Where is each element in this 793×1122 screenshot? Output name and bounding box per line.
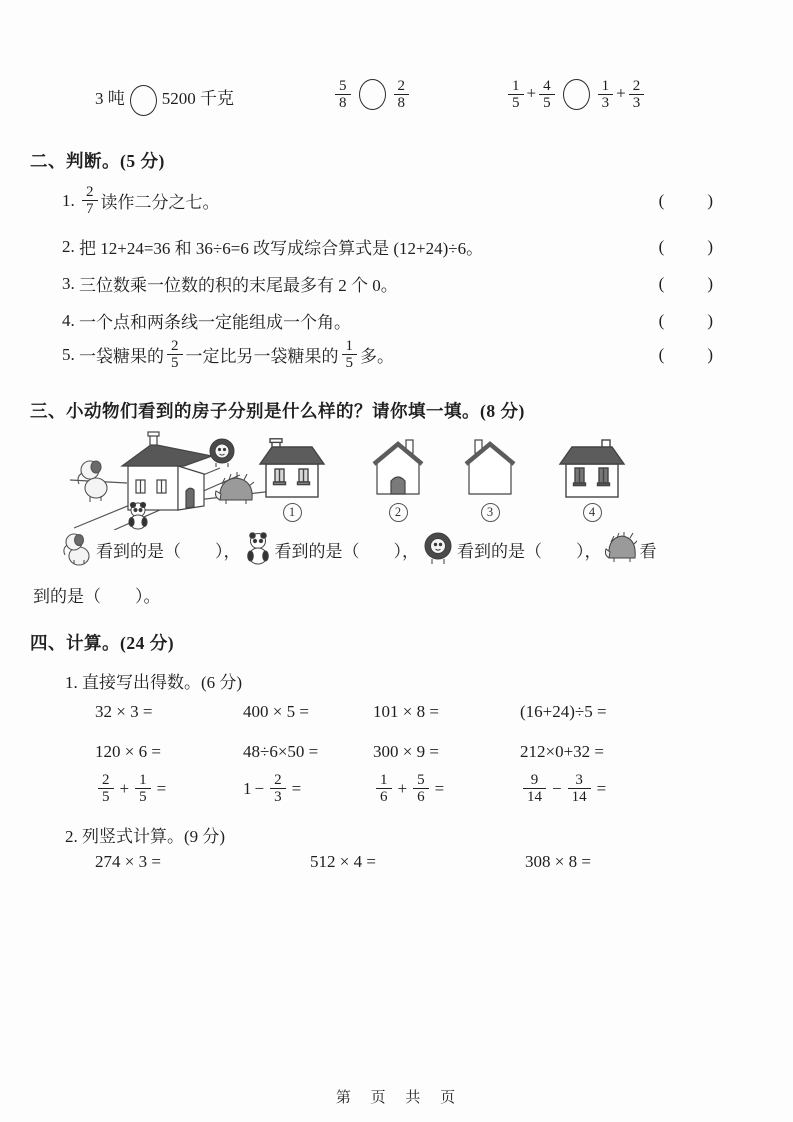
fraction <box>508 78 524 111</box>
scene-house <box>122 432 212 510</box>
fraction-denominator: 3 <box>598 94 614 111</box>
fraction-denominator: 3 <box>270 788 286 805</box>
hedgehog-icon <box>605 532 637 566</box>
fraction-denominator: 5 <box>342 354 358 371</box>
fraction-denominator: 6 <box>376 788 392 805</box>
fraction-denominator: 5 <box>508 94 524 111</box>
fraction-numerator: 2 <box>102 772 110 788</box>
equals-sign: = <box>434 778 445 798</box>
mass-right-value: 5200 千克 <box>161 89 234 108</box>
item-number: 1. <box>62 190 75 210</box>
section-2-heading: 二、判断。(5 分) <box>30 151 165 171</box>
fraction <box>598 78 614 111</box>
judgment-statement <box>62 271 398 296</box>
calc-expression <box>243 772 304 805</box>
fraction <box>413 772 429 805</box>
operator: + <box>119 778 130 798</box>
answer-blank: ( ) <box>658 310 714 330</box>
fill-text: 看到的是（ ）， <box>274 541 419 561</box>
fraction-denominator: 3 <box>629 94 645 111</box>
fraction-denominator: 14 <box>568 788 591 805</box>
calc-expression: 48÷6×50 = <box>243 742 319 761</box>
item-number: 5. <box>62 344 75 364</box>
calc-expression: 308 × 8 = <box>525 852 591 871</box>
operator: + <box>397 778 408 798</box>
equals-sign: = <box>291 778 302 798</box>
mass-left-value: 3 吨 <box>95 89 125 108</box>
statement-text: 一个点和两条线一定能组成一个角。 <box>79 313 351 332</box>
calc-row-2 <box>95 742 740 772</box>
statement-text: 把 12+24=36 和 36÷6=6 改写成综合算式是 (12+24)÷6。 <box>79 239 484 258</box>
fraction-numerator: 2 <box>274 772 282 788</box>
fraction <box>135 772 151 805</box>
comparison-circle <box>359 79 386 110</box>
house-option-2-image <box>368 438 428 500</box>
fraction-numerator: 9 <box>530 772 539 788</box>
judgment-statement <box>62 308 351 333</box>
plus-sign: + <box>616 83 626 103</box>
calc-expression <box>373 772 447 805</box>
fraction-denominator: 5 <box>167 354 183 371</box>
fraction <box>539 78 555 111</box>
judgment-item-4 <box>62 308 714 333</box>
statement-text: 多。 <box>360 347 394 367</box>
statement-text: 读作二分之七。 <box>100 193 220 213</box>
calc-row-4-vertical <box>95 852 740 882</box>
equals-sign: = <box>596 778 607 798</box>
fraction-denominator: 6 <box>413 788 429 805</box>
comparison-item-mass <box>95 84 234 116</box>
fraction-numerator: 1 <box>512 78 520 94</box>
calc-row-3-fractions <box>95 772 740 816</box>
house-option-4 <box>554 438 630 522</box>
calc-expression: (16+24)÷5 = <box>520 702 607 721</box>
fraction-numerator: 2 <box>171 338 179 354</box>
fraction-denominator: 8 <box>394 94 410 111</box>
fraction-denominator: 5 <box>539 94 555 111</box>
fraction-denominator: 7 <box>82 200 98 217</box>
operator: − <box>254 778 265 798</box>
fraction-numerator: 2 <box>632 78 641 94</box>
fraction <box>394 78 410 111</box>
house-option-2 <box>368 438 428 522</box>
calc-expression: 212×0+32 = <box>520 742 605 761</box>
plus-sign: + <box>526 83 537 103</box>
fraction <box>342 338 358 371</box>
calc-row-1 <box>95 702 740 732</box>
judgment-item-3 <box>62 271 714 296</box>
fill-text: 看 <box>639 541 657 561</box>
house-option-3 <box>460 438 520 522</box>
house-option-4-image <box>554 438 630 500</box>
equals-sign: = <box>156 778 167 798</box>
house-option-1-label: 1 <box>283 503 302 522</box>
fraction <box>523 772 546 805</box>
fraction <box>335 78 351 111</box>
statement-text: 一袋糖果的 <box>79 347 164 367</box>
judgment-item-2 <box>62 234 714 259</box>
subsection-1-title: 1. 直接写出得数。(6 分) <box>65 673 243 692</box>
panda-icon <box>244 532 272 566</box>
fraction <box>629 78 645 111</box>
lion-icon <box>422 532 454 566</box>
answer-blank: ( ) <box>658 236 714 256</box>
calc-expression <box>95 772 169 805</box>
item-number: 4. <box>62 310 75 330</box>
fraction-numerator: 1 <box>139 772 147 788</box>
calc-expression: 300 × 9 = <box>373 742 439 761</box>
elephant-icon <box>63 532 93 566</box>
calc-expression: 101 × 8 = <box>373 702 439 721</box>
house-option-1-image <box>256 438 328 500</box>
scene-elephant-icon <box>78 461 107 502</box>
subsection-2-title: 2. 列竖式计算。(9 分) <box>65 827 226 846</box>
house-option-3-image <box>460 438 520 500</box>
fraction-denominator: 14 <box>523 788 546 805</box>
calc-expression <box>520 772 609 805</box>
comparison-item-fractions <box>332 78 412 111</box>
comparison-item-fraction-sums <box>505 78 647 111</box>
judgment-item-1 <box>62 184 714 217</box>
calc-expression: 120 × 6 = <box>95 742 161 761</box>
fill-in-line-1 <box>60 532 657 566</box>
operator: − <box>552 778 562 798</box>
comparison-circle <box>563 79 590 110</box>
house-option-3-label: 3 <box>481 503 500 522</box>
fraction-numerator: 2 <box>397 78 405 94</box>
scene-panda-icon <box>129 502 147 529</box>
fraction-numerator: 5 <box>339 78 347 94</box>
item-number: 2. <box>62 236 75 256</box>
fraction <box>98 772 114 805</box>
answer-blank: ( ) <box>658 344 714 364</box>
fraction <box>568 772 591 805</box>
statement-text: 三位数乘一位数的积的末尾最多有 2 个 0。 <box>79 276 398 295</box>
answer-blank: ( ) <box>658 190 714 210</box>
answer-blank: ( ) <box>658 273 714 293</box>
fraction <box>82 184 98 217</box>
fraction-numerator: 1 <box>601 78 610 94</box>
fill-text: 看到的是（ ）， <box>457 541 602 561</box>
statement-text: 一定比另一袋糖果的 <box>185 347 339 367</box>
house-option-2-label: 2 <box>389 503 408 522</box>
comparison-circle <box>130 85 157 116</box>
fill-text: 看到的是（ ）， <box>96 541 241 561</box>
section-4-heading: 四、计算。(24 分) <box>30 633 175 653</box>
fraction-denominator: 5 <box>135 788 151 805</box>
calc-expression: 274 × 3 = <box>95 852 161 871</box>
whole-number: 1 <box>243 778 252 798</box>
fraction <box>270 772 286 805</box>
fraction-numerator: 5 <box>417 772 425 788</box>
fraction-denominator: 5 <box>98 788 114 805</box>
fraction <box>167 338 183 371</box>
fraction-numerator: 2 <box>86 184 94 200</box>
calc-expression: 400 × 5 = <box>243 702 309 721</box>
judgment-statement <box>62 338 394 371</box>
fraction <box>376 772 392 805</box>
fraction-numerator: 1 <box>345 338 353 354</box>
section-3-heading: 三、小动物们看到的房子分别是什么样的？请你填一填。(8 分) <box>30 401 525 421</box>
judgment-item-5 <box>62 338 714 371</box>
scene-lion-icon <box>210 439 234 467</box>
page-footer: 第 页 共 页 <box>335 1090 458 1106</box>
fraction-numerator: 3 <box>575 772 583 788</box>
calc-expression: 512 × 4 = <box>310 852 376 871</box>
house-option-4-label: 4 <box>583 503 602 522</box>
judgment-statement <box>62 234 483 259</box>
fraction-numerator: 4 <box>543 78 551 94</box>
fraction-denominator: 8 <box>335 94 351 111</box>
house-option-1 <box>256 438 328 522</box>
fraction-numerator: 1 <box>380 772 388 788</box>
calc-expression: 32 × 3 = <box>95 702 153 721</box>
house-scene-illustration <box>70 430 275 530</box>
fill-in-line-2 <box>33 582 161 607</box>
judgment-statement <box>62 184 220 217</box>
fill-text: 到的是（ ）。 <box>33 587 161 606</box>
item-number: 3. <box>62 273 75 293</box>
